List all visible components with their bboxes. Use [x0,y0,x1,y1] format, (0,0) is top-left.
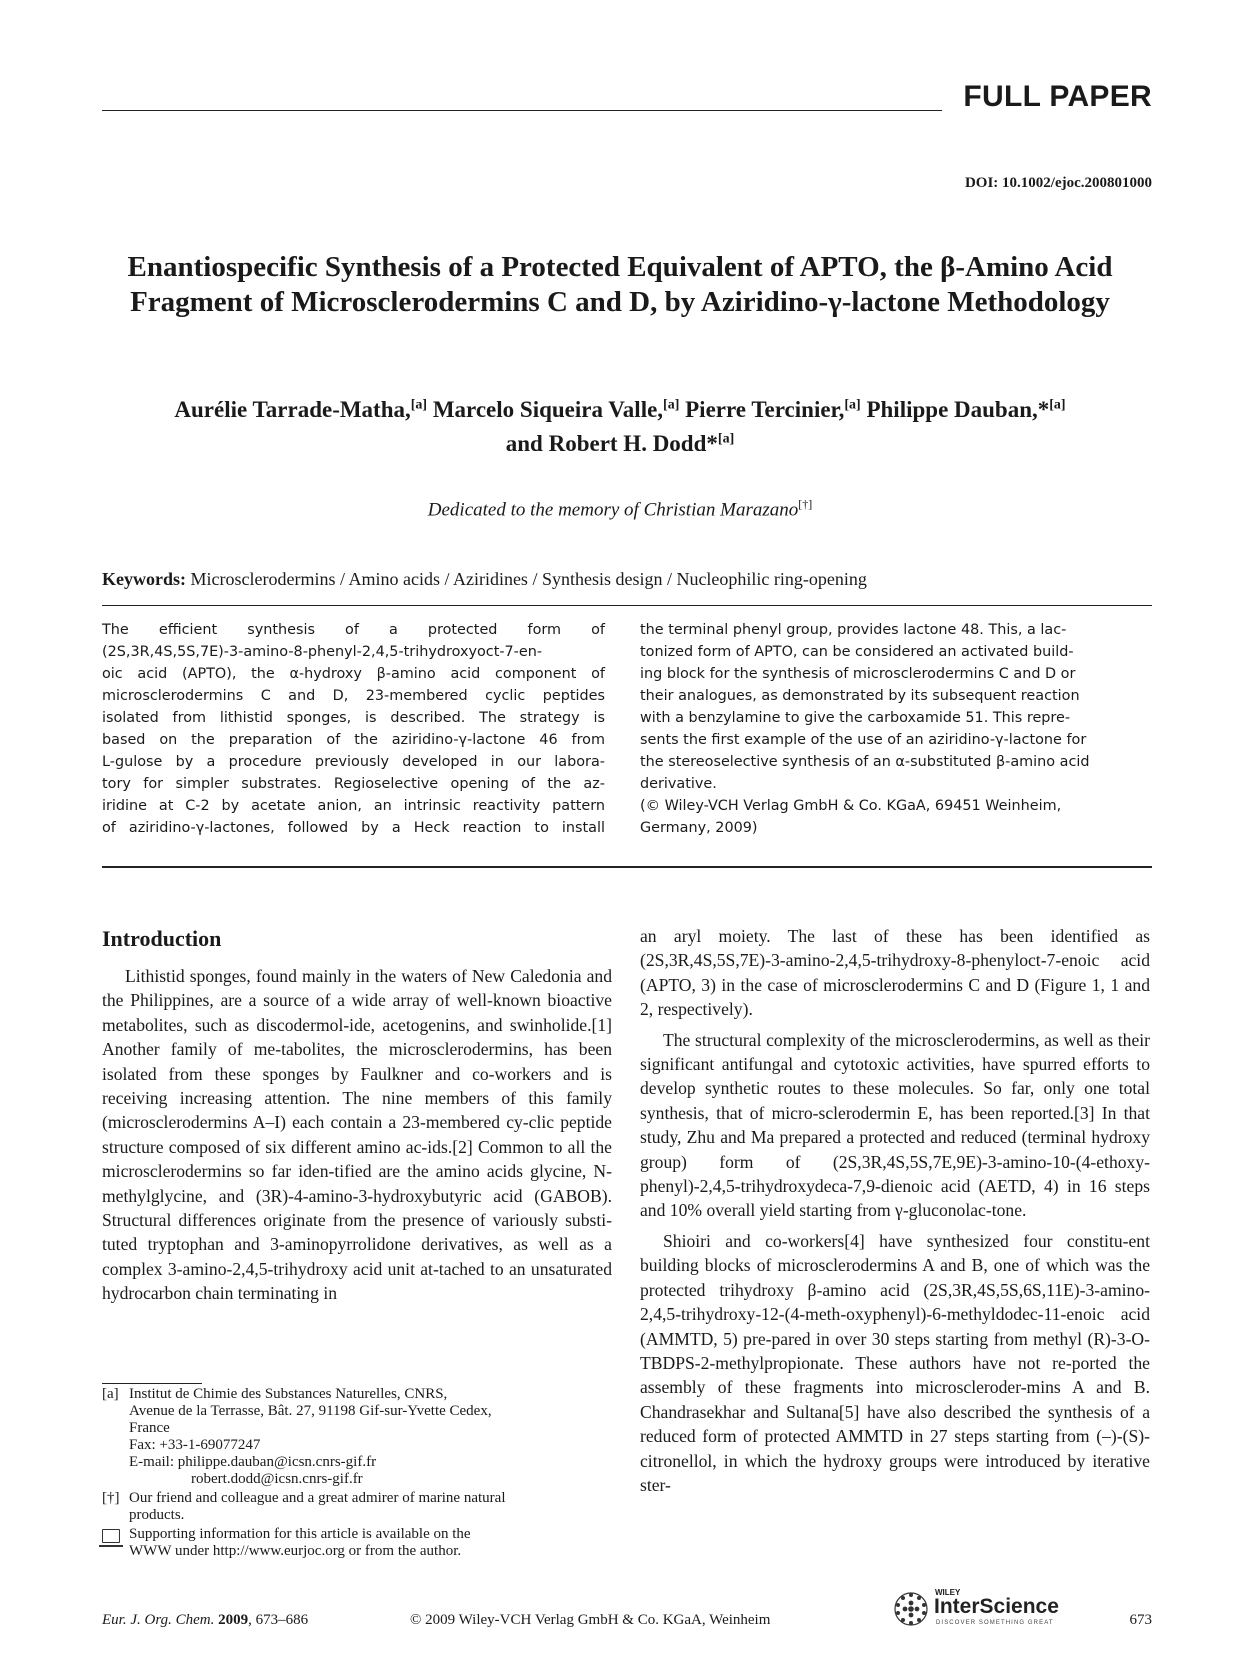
keywords-rule [102,605,1152,606]
footnote-affiliation: [a] Institut de Chimie des Substances Naturelles, CNRS, Avenue de la Terrasse, Bât. 27, 91198 Gif-sur-Yvette Cedex, France Fax: +33-1-69077247 E-mail: philippe.dauban@icsn.cnrs-gif.fr robert.dodd@icsn.cnrs-gif.fr [102,1386,614,1488]
author: and Robert H. Dodd*[a] [505,431,735,457]
email-link[interactable]: E-mail: philippe.dauban@icsn.cnrs-gif.fr [129,1454,377,1470]
footer-copyright: © 2009 Wiley-VCH Verlag GmbH & Co. KGaA, Weinheim [410,1612,771,1628]
body-column-right [640,924,1150,1503]
abstract-line: The efficient synthesis of a protected form of [102,622,605,638]
doi[interactable]: DOI: 10.1002/ejoc.200801000 [964,175,1152,191]
abstract-line: iridine at C-2 by acetate anion, an intrinsic reactivity pattern [102,798,605,814]
introduction-heading: Introduction [102,926,222,951]
header-rule [102,110,942,111]
abstract-rule [102,866,1152,868]
keywords-label: Keywords: [102,569,186,589]
footnote-rule [102,1383,202,1384]
page-number: 673 [1129,1612,1152,1628]
abstract-line: their analogues, as demonstrated by its subsequent reaction [640,688,1080,704]
paragraph: The structural complexity of the microsclerodermins, as well as their significant antifungal and cytotoxic activities, have spurred efforts to develop synthetic routes to these molecules. So far, only one total synthesis, that of micro-sclerodermin E, has been reported.[3] In that study, Zhu and Ma prepared a protected and reduced (terminal hydroxy group) form of (2S,3R,4S,5S,7E,9E)-3-amino-10-(4-ethoxy-phenyl)-2,4,5-trihydroxydeca-7,9-dienoic acid (AETD, 4) in 16 steps and 10% overall yield starting from γ-gluconolac-tone. [640,1029,1150,1221]
email-link[interactable]: robert.dodd@icsn.cnrs-gif.fr [191,1471,363,1487]
article-title: Enantiospecific Synthesis of a Protected Equivalent of APTO, the β-Amino Acid Fragment of Microsclerodermins C and D, by Aziridino-γ-lactone Methodology [127,251,1113,318]
url-link[interactable]: WWW under http://www.eurjoc.org or from the author. [129,1543,462,1559]
section-label: FULL PAPER [963,80,1152,113]
computer-icon [102,1529,120,1543]
abstract-line: microsclerodermins C and D, 23-membered cyclic peptides [102,688,605,704]
paragraph: Lithistid sponges, found mainly in the waters of New Caledonia and the Philippines, are a source of a wide array of well-known bioactive metabolites, such as discodermol-ide, acetogenins, and swinholide.[1] Another family of me-tabolites, the microsclerodermins, has been isolated from these sponges by Faulkner and co-workers and is receiving increasing attention. The nine members of this family (microsclerodermins A–I) each contain a 23-membered cy-clic peptide structure composed of six different amino ac-ids.[2] Common to all the microsclerodermins so far iden-tified are the amino acids glycine, N-methylglycine, and (3R)-4-amino-3-hydroxybutyric acid (GABOB). Structural differences originate from the presence of variously substi-tuted tryptophan and 3-aminopyrrolidone derivatives, as well as a complex 3-amino-2,4,5-trihydroxy acid unit at-tached to an unsaturated hydrocarbon chain terminating in [102,966,612,1304]
author: Aurélie Tarrade-Matha,[a] [174,396,428,422]
abstract-line: of aziridino-γ-lactones, followed by a Heck reaction to install [102,820,605,836]
author: Pierre Tercinier,[a] [685,396,861,422]
abstract-left [102,619,605,839]
keywords [102,569,867,590]
abstract-line: (2S,3R,4S,5S,7E)-3-amino-8-phenyl-2,4,5-trihydroxyoct-7-en- [102,644,543,660]
abstract-line: ing block for the synthesis of microsclerodermins C and D or [640,666,1076,682]
abstract-line: tory for simpler substrates. Regioselective opening of the az- [102,776,605,792]
dedication: Dedicated to the memory of Christian Marazano[†] [427,497,813,521]
abstract-line: tonized form of APTO, can be considered an activated build- [640,644,1074,660]
abstract-line: derivative. [640,776,717,792]
paragraph: Shioiri and co-workers[4] have synthesized four constitu-ent building blocks of microsclerodermins A and B, one of which was the protected trihydroxy β-amino acid (2S,3R,4S,5S,6S,11E)-3-amino-2,4,5-trihydroxy-12-(4-meth-oxyphenyl)-6-methyldodec-11-enoic acid (AMMTD, 5) pre-pared in over 30 steps starting from methyl (R)-3-O-TBDPS-2-methylpropionate. These authors have not re-ported the assembly of these fragments into microscleroder-mins A and B. Chandrasekhar and Sultana[5] have also described the synthesis of a reduced form of protected AMMTD in 27 steps starting from (–)-(S)-citronellol, in which the hydroxy groups were introduced by iterative ster- [640,1230,1150,1495]
abstract-line: (© Wiley-VCH Verlag GmbH & Co. KGaA, 69451 Weinheim, [640,798,1062,814]
abstract-line: sents the first example of the use of an aziridino-γ-lactone for [640,732,1087,748]
abstract-line: the stereoselective synthesis of an α-substituted β-amino acid [640,754,1090,770]
body-column-left [102,964,612,1312]
abstract-line: oic acid (APTO), the α-hydroxy β-amino acid component of [102,666,605,682]
author-list [100,390,1140,459]
paragraph: an aryl moiety. The last of these has been identified as (2S,3R,4S,5S,7E)-3-amino-2,4,5-trihydroxy-8-phenyloct-7-enoic acid (APTO, 3) in the case of microsclerodermins C and D (Figure 1, 1 and 2, respectively). [640,926,1150,1020]
abstract-line: based on the preparation of the aziridino-γ-lactone 46 from [102,732,605,748]
footnote-dedication: [†] Our friend and colleague and a great admirer of marine natural products. [102,1490,506,1523]
abstract-right [640,619,1143,839]
abstract-line: Germany, 2009) [640,820,758,836]
footnote-supporting-info: Supporting information for this article is available on the WWW under http://www.eurjoc.org or from the author. [102,1526,614,1560]
abstract-line: L-gulose by a procedure previously developed in our labora- [102,754,605,770]
interscience-logo[interactable]: WILEY InterScience DISCOVER SOMETHING GREAT [892,1588,1062,1630]
abstract-line: the terminal phenyl group, provides lactone 48. This, a lac- [640,622,1067,638]
author: Philippe Dauban,*[a] [866,396,1066,422]
footer-citation: Eur. J. Org. Chem. 2009, 673–686 [102,1612,309,1628]
footnotes [102,1386,614,1560]
keywords-list: Microsclerodermins / Amino acids / Aziridines / Synthesis design / Nucleophilic ring-opening [190,569,867,589]
author: Marcelo Siqueira Valle,[a] [432,396,680,422]
abstract-line: isolated from lithistid sponges, is described. The strategy is [102,710,605,726]
abstract-line: with a benzylamine to give the carboxamide 51. This repre- [640,710,1071,726]
globe-icon [892,1590,930,1628]
